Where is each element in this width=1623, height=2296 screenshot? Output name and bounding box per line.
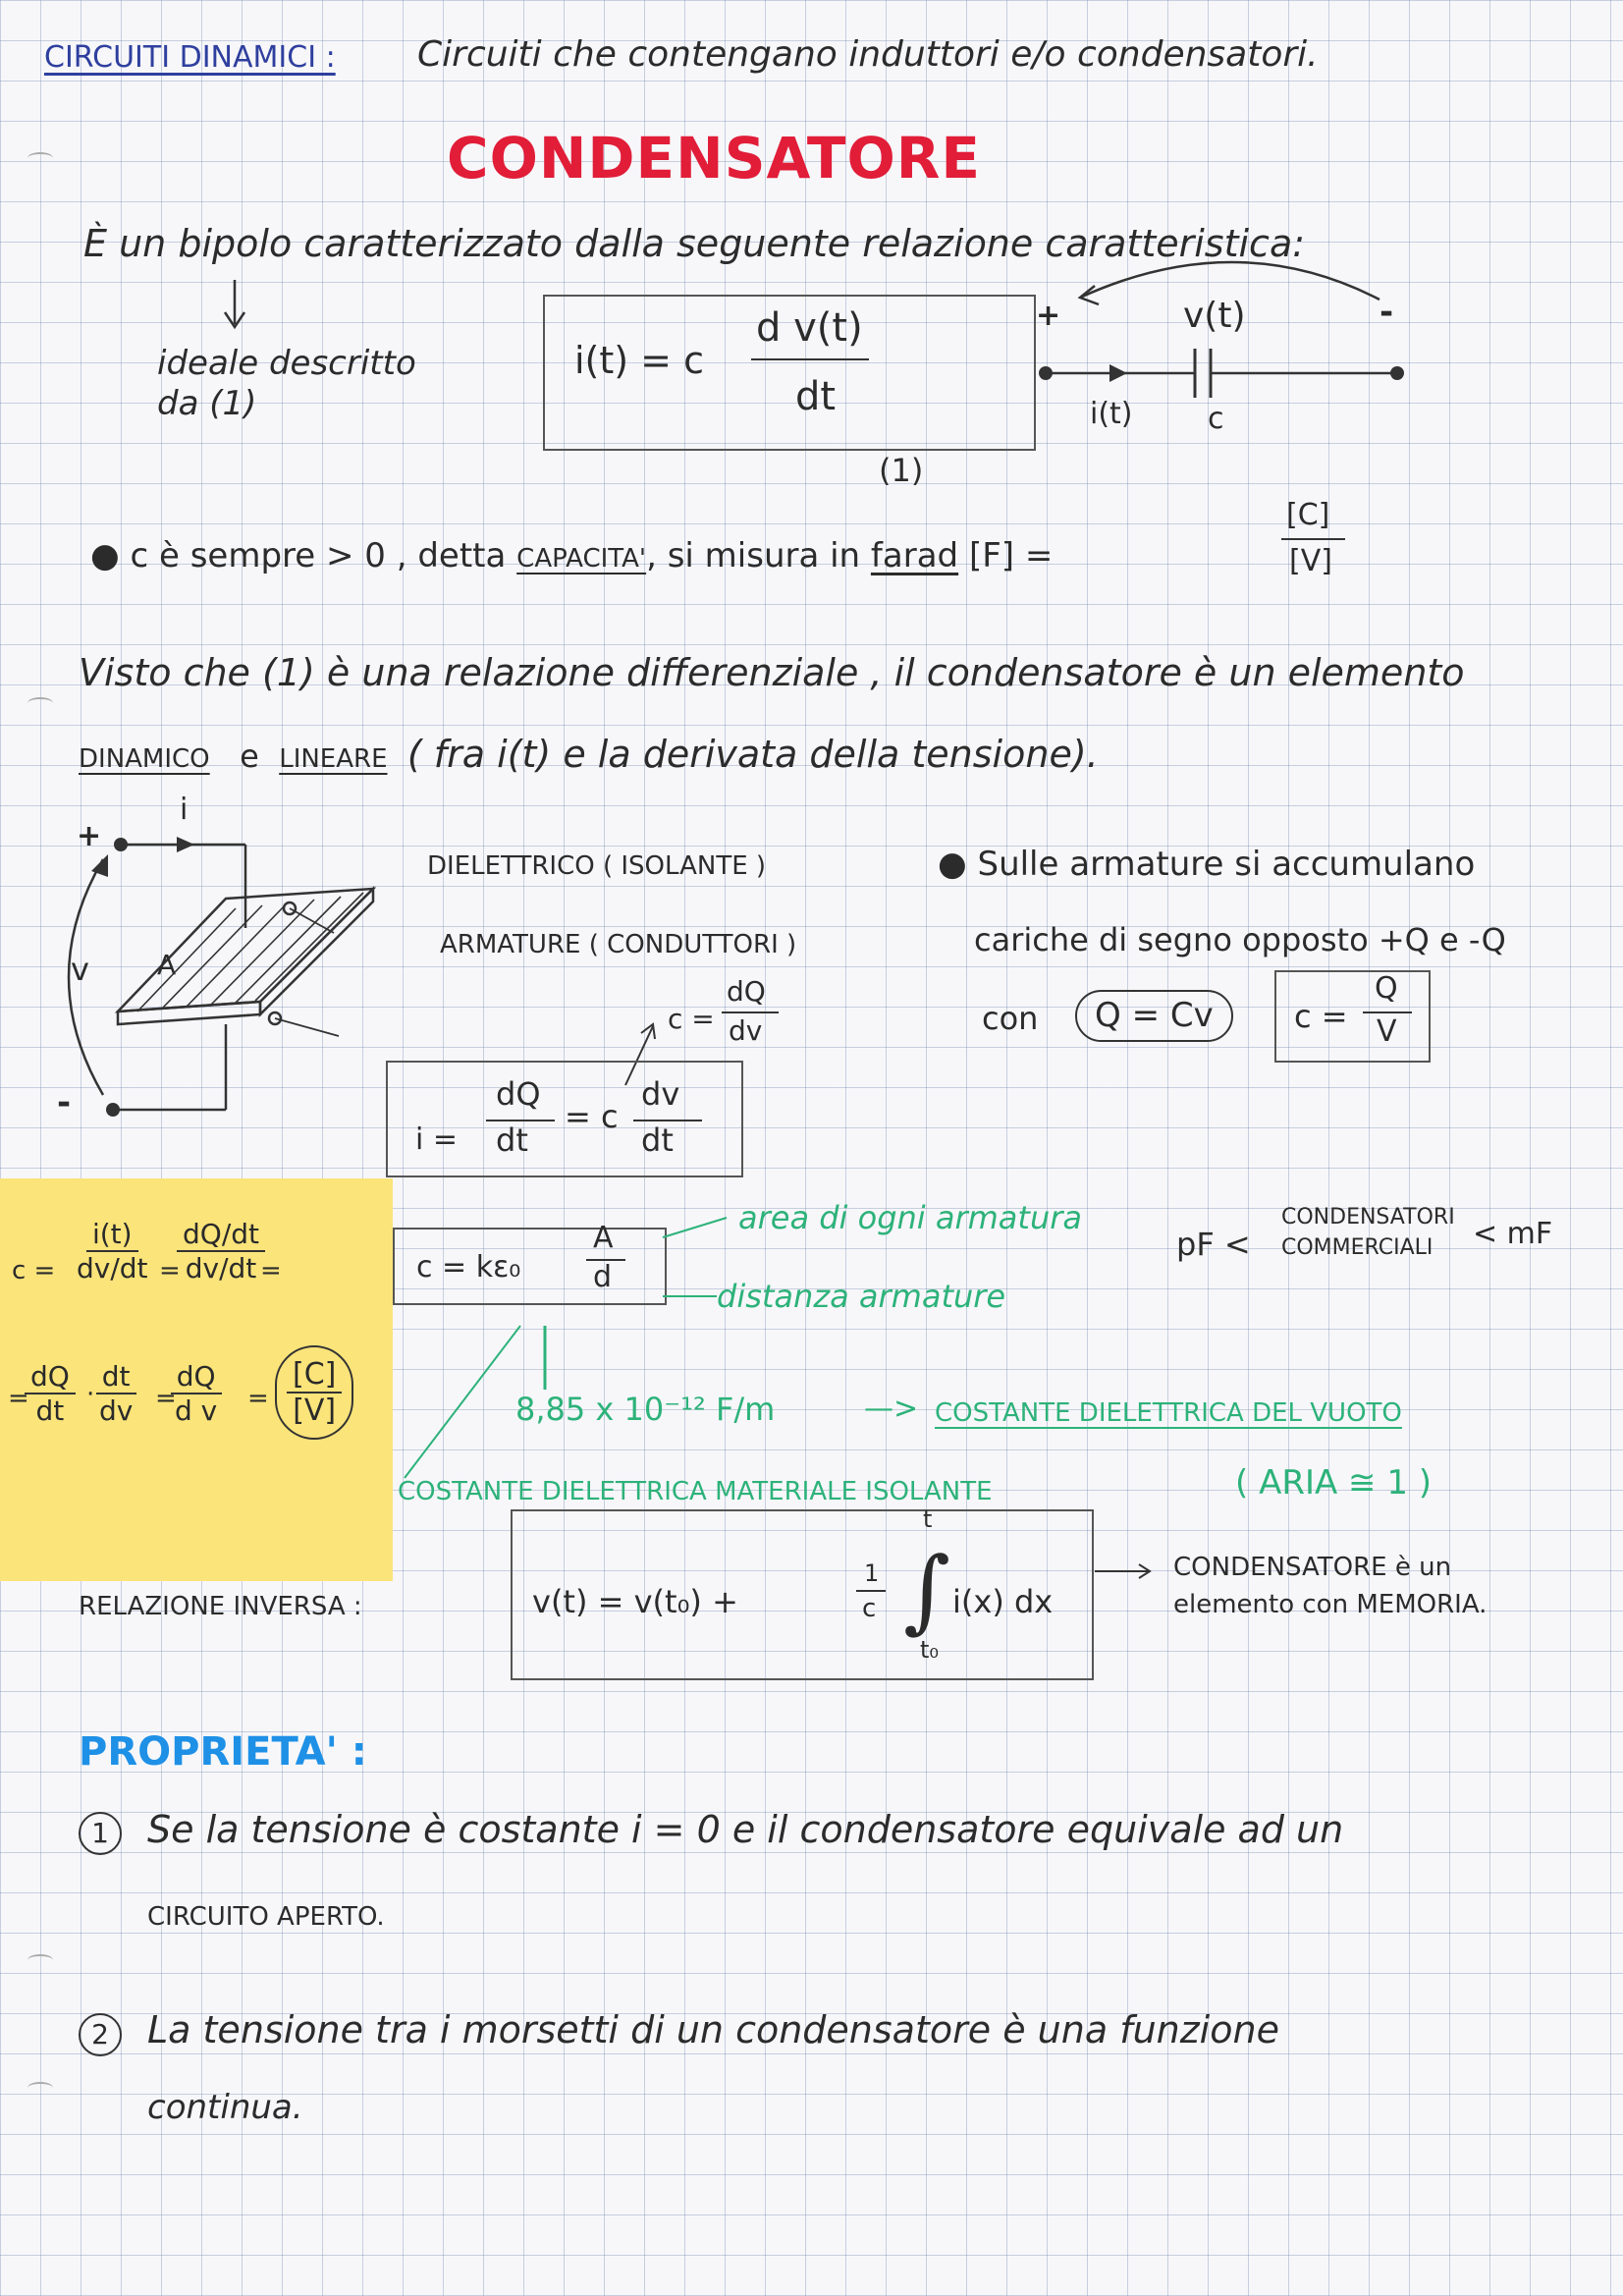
word-lineare: LINEARE [279, 744, 388, 774]
area-label: area di ogni armatura [738, 1199, 1082, 1236]
visto-line1: Visto che (1) è una relazione differenziale , il condensatore è un elemento [79, 651, 1465, 694]
binder-hole [27, 2082, 53, 2094]
c-qv-lhs: c = [1294, 998, 1348, 1035]
inverse-label: RELAZIONE INVERSA : [79, 1592, 362, 1621]
sym-plus: + [1036, 299, 1061, 333]
inv-frac-bar [856, 1590, 886, 1592]
sticky-note [0, 1178, 393, 1581]
word-e: e [240, 738, 259, 775]
commercial-label: CONDENSATORI COMMERCIALI [1281, 1205, 1455, 1260]
k-label: COSTANTE DIELETTRICA MATERIALE ISOLANTE [398, 1477, 993, 1506]
sticky-frac4 [93, 1360, 138, 1427]
charges-con: con [982, 1000, 1039, 1037]
prop1-number: 1 [79, 1812, 122, 1855]
sticky-d1: dv/dt [77, 1252, 148, 1285]
inv-eq-a: v(t) = v(t₀) + [532, 1583, 738, 1620]
sticky-lhs: c = [12, 1256, 56, 1285]
c-qv-num: Q [1375, 971, 1398, 1006]
page-title: CONDENSATORE [447, 125, 982, 191]
eq-den: dt [795, 374, 837, 419]
capacity-text-a: c è sempre > 0 , detta [130, 536, 507, 575]
dielectric-label: DIELETTRICO ( ISOLANTE ) [427, 851, 767, 881]
sticky-frac5 [169, 1360, 223, 1427]
binder-hole [27, 697, 53, 709]
plate-voltage: v [71, 951, 89, 988]
inverse-box [511, 1505, 1094, 1680]
sticky-eq: = [155, 1384, 177, 1413]
plate-area: A [157, 949, 177, 981]
unit-bar [1281, 538, 1345, 540]
dist-label: distanza armature [717, 1278, 1006, 1315]
memory-note: CONDENSATORE è un elemento con MEMORIA. [1173, 1553, 1488, 1619]
capacity-word: CAPACITA' [516, 544, 647, 574]
inv-lower: t₀ [920, 1636, 940, 1664]
ceq-top-lhs: c = [668, 1003, 715, 1035]
eq-num: d v(t) [756, 305, 863, 351]
pf-label: pF < [1176, 1226, 1251, 1263]
prop2-line1: La tensione tra i morsetti di un condensatore è una funzione [147, 2008, 1279, 2051]
sticky-eq: = [260, 1256, 282, 1285]
plates-label: ARMATURE ( CONDUTTORI ) [440, 930, 797, 959]
c-qv-bar [1363, 1011, 1412, 1013]
bullet: ● [90, 536, 131, 575]
properties-title: PROPRIETA' : [79, 1729, 367, 1775]
unit-den: [V] [1289, 544, 1332, 578]
eps-arrow: —> [864, 1392, 919, 1426]
right-arrow-icon [1095, 1561, 1154, 1581]
charges-line1 [938, 847, 1475, 883]
sym-current: i(t) [1090, 397, 1133, 431]
sym-cap: c [1208, 402, 1224, 436]
sticky-frac6 [275, 1345, 353, 1440]
plate-current: i [180, 793, 189, 827]
header-text: Circuiti che contengano induttori e/o condensatori. [417, 34, 1319, 75]
sticky-eq: = [8, 1384, 29, 1413]
prop1-line2: CIRCUITO APERTO. [147, 1902, 385, 1932]
visto-rest: ( fra i(t) e la derivata della tensione). [406, 733, 1099, 776]
eq-bar [751, 358, 869, 360]
ceq-num1: dQ [496, 1075, 541, 1113]
sticky-l2-d3: d v [175, 1394, 218, 1427]
prop2-line2: continua. [147, 2088, 303, 2127]
intro-sentence: È un bipolo caratterizzato dalla seguente relazione caratteristica: [83, 222, 1306, 265]
eps-label: COSTANTE DIELETTRICA DEL VUOTO [935, 1398, 1402, 1428]
unit-word: farad [870, 536, 959, 575]
inv-upper: t [923, 1505, 933, 1533]
sticky-l2-n2: dt [96, 1360, 136, 1394]
sticky-l2-n1: dQ [25, 1360, 76, 1394]
sticky-dot: · [86, 1380, 95, 1409]
c-qv-box [1274, 970, 1431, 1063]
sticky-l2-d1: dt [35, 1394, 65, 1427]
charges-line2: cariche di segno opposto +Q e -Q [974, 921, 1506, 958]
aria-label: ( ARIA ≅ 1 ) [1235, 1463, 1433, 1503]
equation-box [543, 295, 1036, 451]
sticky-n1: i(t) [86, 1218, 138, 1252]
green-leaders [393, 1208, 1276, 1503]
ceq-top-bar [722, 1011, 779, 1013]
sticky-l2-n4: [C] [287, 1357, 342, 1394]
sticky-frac1 [71, 1218, 154, 1285]
sticky-l2-n3: dQ [171, 1360, 222, 1394]
c-qv-den: V [1377, 1014, 1397, 1049]
sticky-frac3 [25, 1360, 76, 1427]
inv-eq-b: i(x) dx [952, 1583, 1054, 1620]
eq-lhs: i(t) = c [574, 339, 704, 382]
sticky-n2: dQ/dt [177, 1218, 265, 1252]
plate-plus: + [77, 819, 102, 853]
binder-hole [27, 1954, 53, 1966]
inv-frac-n: 1 [864, 1559, 880, 1587]
sticky-l2-d4: [V] [293, 1394, 337, 1428]
bullet: ● [938, 845, 978, 884]
cf-lhs: c = kε₀ [416, 1250, 521, 1285]
prop1-line1: Se la tensione è costante i = 0 e il condensatore equivale ad un [147, 1808, 1344, 1851]
visto-line2 [79, 735, 1099, 776]
unit-num: [C] [1286, 498, 1330, 532]
inv-frac-d: c [862, 1594, 877, 1623]
ideal-note: ideale descritto da (1) [157, 344, 416, 423]
ceq-den1: dt [496, 1121, 528, 1159]
ceq-num2: dv [641, 1075, 680, 1113]
sym-minus: - [1380, 293, 1394, 332]
sticky-eq: = [247, 1384, 269, 1413]
ceq-top-den: dv [729, 1014, 763, 1047]
q-equation: Q = Cv [1075, 990, 1233, 1042]
capacity-text-b: , si misura in [646, 536, 861, 575]
cf-num: A [593, 1221, 614, 1255]
current-eq-box [386, 1061, 743, 1177]
sym-voltage: v(t) [1183, 296, 1246, 336]
ceq-den2: dt [641, 1121, 674, 1159]
ceq-mid: = c [565, 1098, 619, 1135]
prop2-number: 2 [79, 2013, 122, 2056]
equation-label: (1) [879, 452, 924, 489]
integral-icon: ∫ [903, 1538, 950, 1643]
ceq-lhs: i = [415, 1122, 459, 1157]
eps-value: 8,85 x 10⁻¹² F/m [515, 1391, 776, 1428]
sticky-l2-d2: dv [99, 1394, 134, 1427]
capacity-line [90, 538, 1053, 574]
charges-line1-text: Sulle armature si accumulano [977, 845, 1476, 884]
plate-minus: - [57, 1083, 72, 1122]
sticky-d2: dv/dt [185, 1252, 257, 1285]
word-dinamico: DINAMICO [79, 744, 210, 774]
sticky-eq: = [159, 1256, 181, 1285]
ceq-top-num: dQ [727, 975, 766, 1008]
unit-eq: [F] = [968, 536, 1054, 575]
binder-hole [27, 152, 53, 164]
mf-label: < mF [1473, 1217, 1553, 1251]
sticky-frac2 [177, 1218, 265, 1285]
header-label: CIRCUITI DINAMICI : [44, 40, 336, 75]
cf-den: d [593, 1260, 613, 1294]
